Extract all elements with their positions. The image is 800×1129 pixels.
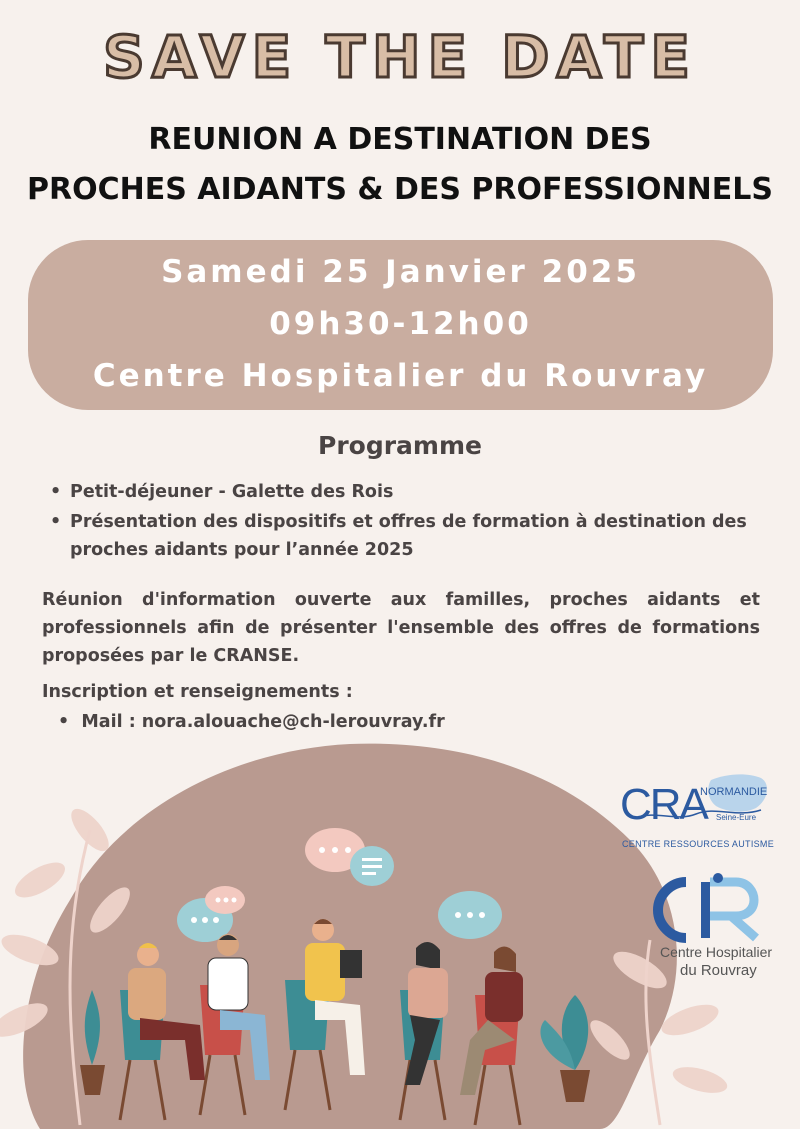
programme-item-text: Petit-déjeuner - Galette des Rois [70, 482, 394, 502]
subtitle-line-2: PROCHES AIDANTS & DES PROFESSIONNELS [27, 172, 773, 207]
programme-item [48, 508, 778, 564]
cra-region: NORMANDIE [700, 786, 768, 798]
person-figure [405, 942, 448, 1085]
chr-logo-line1: Centre Hospitalier [660, 944, 773, 960]
programme-list [48, 478, 778, 566]
cra-sub: Seine-Eure [716, 813, 757, 822]
person-figure [305, 919, 365, 1075]
description-paragraph: Réunion d'information ouverte aux familles, proches aidants et professionnels afin de présenter l'ensemble des offres de formations proposées par le CRANSE. [42, 590, 760, 666]
bullet-dot: • [58, 712, 82, 732]
person-figure [460, 946, 523, 1095]
programme-item [48, 478, 778, 506]
bullet-dot: • [50, 482, 62, 502]
chr-logo [646, 870, 766, 950]
event-place: Centre Hospitalier du Rouvray [92, 358, 709, 394]
event-date: Samedi 25 Janvier 2025 [161, 254, 640, 290]
save-the-date-title: SAVE THE DATE [102, 23, 698, 91]
chat-bubble-icon [177, 828, 502, 942]
cra-caption: CENTRE RESSOURCES AUTISME [622, 839, 775, 849]
programme-item-text: Présentation des dispositifs et offres de formation à destination des proches aidants pour l’année 2025 [70, 512, 747, 560]
person-figure [208, 934, 270, 1080]
programme-title: Programme [318, 431, 482, 460]
bullet-dot: • [50, 512, 62, 532]
event-time: 09h30-12h00 [269, 306, 532, 342]
inscription-title: Inscription et renseignements : [42, 682, 353, 702]
cra-logo-text: CRA [620, 780, 707, 829]
contact-mail[interactable] [58, 708, 445, 736]
subtitle-line-1: REUNION A DESTINATION DES [148, 122, 652, 157]
mail-text[interactable]: Mail : nora.alouache@ch-lerouvray.fr [81, 712, 445, 732]
event-info-box [28, 240, 773, 410]
chr-logo-line2: du Rouvray [680, 962, 757, 979]
